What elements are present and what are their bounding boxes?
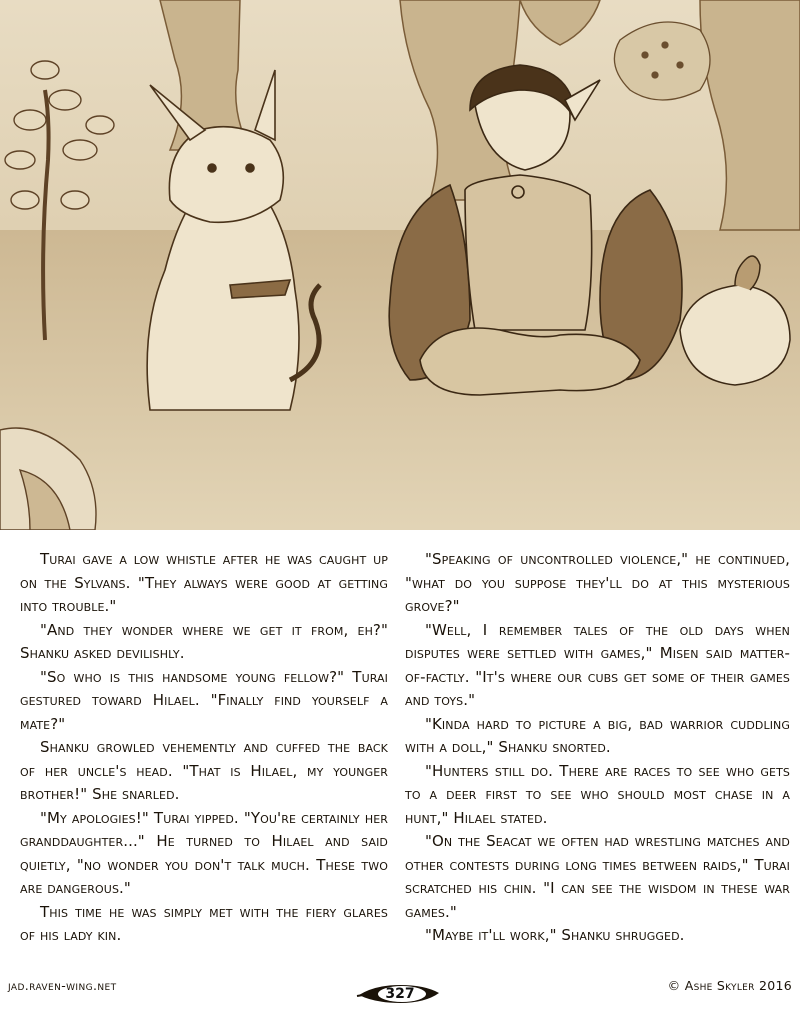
story-column-left [20,548,388,948]
story-paragraph: "Well, I remember tales of the old days when disputes were settled with games," Misen said matter-of-factly. "It's where our cubs get some of their games and toys." [405,620,790,709]
story-paragraph: Turai gave a low whistle after he was caught up on the Sylvans. "They always were good at getting into trouble." [20,550,388,615]
story-paragraph: "Kinda hard to picture a big, bad warrior cuddling with a doll," Shanku snorted. [405,714,790,756]
site-url-link[interactable]: jad.raven-wing.net [8,978,117,993]
copyright-notice: © Ashe Skyler 2016 [667,978,792,993]
story-paragraph: "Hunters still do. There are races to see who gets to a deer first to see who should most chase in a hunt," Hilael stated. [405,761,790,827]
story-paragraph: This time he was simply met with the fiery glares of his lady kin. [20,902,388,944]
story-column-right [405,548,790,948]
story-paragraph: "Speaking of uncontrolled violence," he continued, "what do you suppose they'll do at this mysterious grove?" [405,550,790,615]
page-number-badge [355,981,445,1007]
shrub-right [614,22,710,100]
story-paragraph: Shanku growled vehemently and cuffed the back of her uncle's head. "That is Hilael, my younger brother!" She snarled. [20,738,388,803]
story-paragraph: "So who is this handsome young fellow?" Turai gestured toward Hilael. "Finally find yourself a mate?" [20,667,388,733]
story-paragraph: "Maybe it'll work," Shanku shrugged. [425,926,685,944]
story-paragraph: "My apologies!" Turai yipped. "You're certainly her granddaughter..." He turned to Hilael and said quietly, "no wonder you don't talk much. These two are dangerous." [20,808,388,897]
story-text [0,548,800,968]
story-paragraph: "And they wonder where we get it from, eh?" Shanku asked devilishly. [20,620,388,662]
story-paragraph: "On the Seacat we often had wrestling matches and other contests during long times between raids," Turai scratched his chin. "I can see the wisdom in these war games." [405,832,790,921]
page-number: 327 [385,986,415,1002]
